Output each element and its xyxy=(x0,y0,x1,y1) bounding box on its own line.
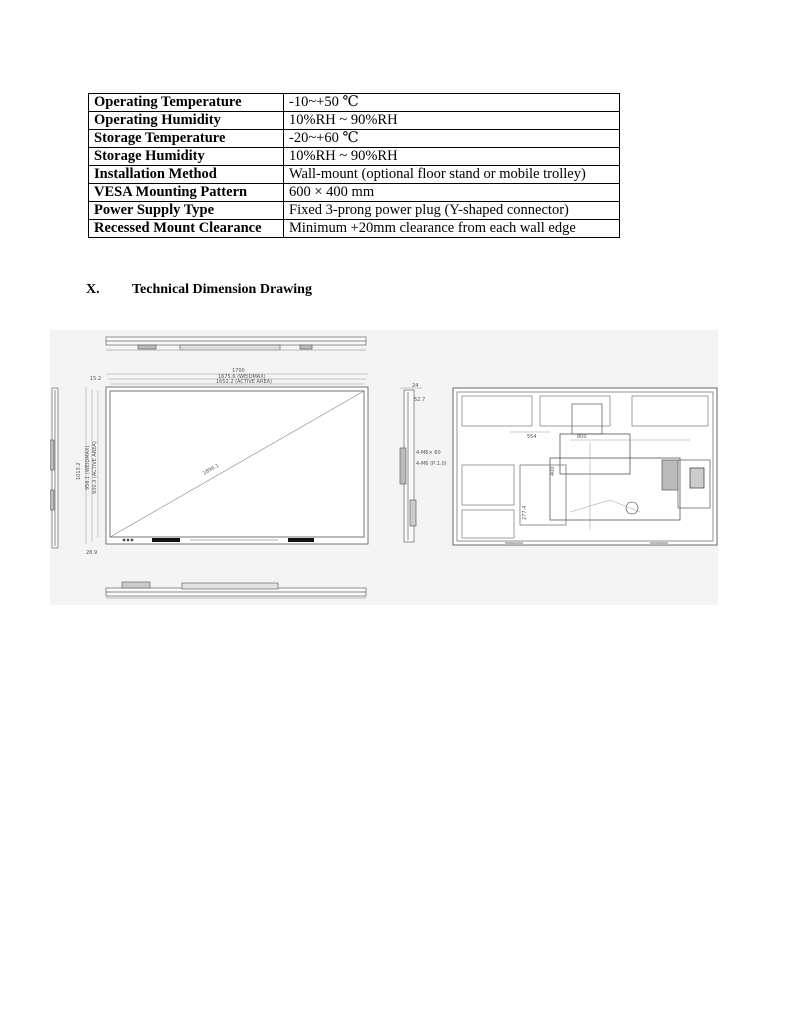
dim-depth-mid: 52.7 xyxy=(414,397,426,403)
dim-overall-width: 1700 xyxy=(232,368,245,374)
rear-view xyxy=(453,388,717,545)
spec-value: Wall-mount (optional floor stand or mobile trolley) xyxy=(284,166,620,184)
section-heading xyxy=(86,282,312,298)
spec-row xyxy=(89,220,620,238)
dim-overall-height: 1013.2 xyxy=(76,462,82,480)
spec-parameter: VESA Mounting Pattern xyxy=(89,184,284,202)
spec-value: 10%RH ~ 90%RH xyxy=(284,112,620,130)
dim-offset-width: 554 xyxy=(527,434,537,440)
spec-row xyxy=(89,148,620,166)
spec-parameter: Power Supply Type xyxy=(89,202,284,220)
spec-value: Minimum +20mm clearance from each wall edge xyxy=(284,220,620,238)
spec-parameter: Installation Method xyxy=(89,166,284,184)
technical-dimension-drawing xyxy=(50,330,718,605)
dim-bezel-height: 956.1 (WEIDMAX) xyxy=(85,445,91,490)
spec-row xyxy=(89,130,620,148)
dim-diagonal: 1896.1 xyxy=(202,462,221,477)
spec-parameter: Operating Temperature xyxy=(89,94,284,112)
spec-parameter: Storage Humidity xyxy=(89,148,284,166)
screw-spec-1: 4-M6× 60 xyxy=(416,450,441,456)
section-number: X. xyxy=(86,282,100,297)
dim-active-height: 930.3 (ACTIVE AREA) xyxy=(92,441,98,494)
dim-bezel-width: 1675.6 (WEIDMAX) xyxy=(218,374,266,380)
dim-depth-top: 24 xyxy=(412,383,419,389)
dim-vesa-width: 800 xyxy=(577,434,587,440)
section-title: Technical Dimension Drawing xyxy=(132,282,312,297)
spec-parameter: Storage Temperature xyxy=(89,130,284,148)
spec-row xyxy=(89,202,620,220)
dim-bottom-offset: 28.9 xyxy=(86,550,98,556)
spec-parameter: Operating Humidity xyxy=(89,112,284,130)
screw-spec-2: 4-M6 (P:1.0) xyxy=(416,461,447,467)
spec-row xyxy=(89,166,620,184)
dim-offset-height: 277.4 xyxy=(522,505,528,520)
dim-left-offset: 15.2 xyxy=(90,376,102,382)
specifications-table xyxy=(88,93,620,238)
spec-value: Fixed 3-prong power plug (Y-shaped connector) xyxy=(284,202,620,220)
spec-value: -10~+50 ℃ xyxy=(284,94,620,112)
spec-row xyxy=(89,94,620,112)
front-view xyxy=(86,374,368,544)
spec-parameter: Recessed Mount Clearance xyxy=(89,220,284,238)
dim-vesa-height: 400 xyxy=(550,466,556,476)
spec-value: 600 × 400 mm xyxy=(284,184,620,202)
spec-value: -20~+60 ℃ xyxy=(284,130,620,148)
spec-row xyxy=(89,184,620,202)
dim-active-width: 1652.2 (ACTIVE AREA) xyxy=(216,379,272,385)
spec-row xyxy=(89,112,620,130)
spec-value: 10%RH ~ 90%RH xyxy=(284,148,620,166)
